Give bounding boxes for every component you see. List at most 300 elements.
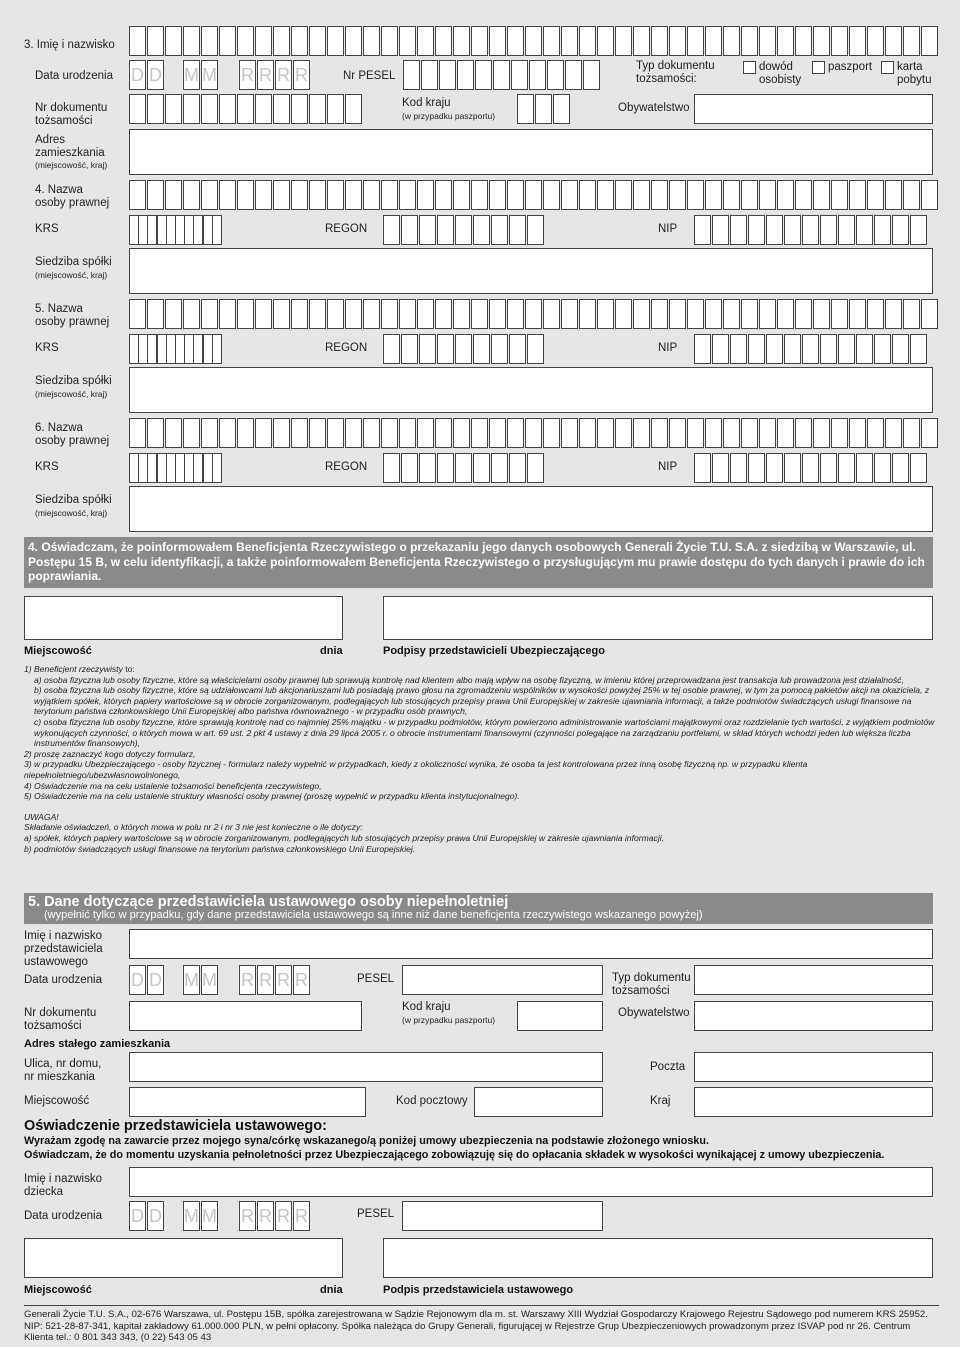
char-cell[interactable]	[694, 453, 711, 483]
char-cell[interactable]	[712, 334, 729, 364]
char-cell[interactable]	[212, 215, 222, 245]
char-cell[interactable]	[183, 180, 200, 210]
date-cell[interactable]: D	[129, 965, 146, 995]
char-cell[interactable]	[820, 453, 837, 483]
char-cell[interactable]	[712, 453, 729, 483]
char-cell[interactable]	[669, 180, 686, 210]
char-cell[interactable]	[291, 180, 308, 210]
char-cell[interactable]	[291, 418, 308, 448]
char-cell[interactable]	[910, 453, 927, 483]
char-cell[interactable]	[529, 60, 546, 90]
char-cell[interactable]	[363, 26, 380, 56]
char-cell[interactable]	[165, 418, 182, 448]
char-cell[interactable]	[401, 334, 418, 364]
char-cell[interactable]	[766, 453, 783, 483]
char-cell[interactable]	[903, 418, 920, 448]
char-cell[interactable]	[419, 453, 436, 483]
rep-place-date-field[interactable]	[24, 1238, 343, 1278]
char-cell[interactable]	[784, 215, 801, 245]
char-cell[interactable]	[309, 94, 326, 124]
rep-country-field[interactable]	[517, 1001, 603, 1031]
char-cell[interactable]	[543, 299, 560, 329]
char-cell[interactable]	[475, 60, 492, 90]
char-cell[interactable]	[813, 180, 830, 210]
char-cell[interactable]	[802, 334, 819, 364]
char-cell[interactable]	[759, 26, 776, 56]
char-cell[interactable]	[543, 418, 560, 448]
char-cell[interactable]	[183, 94, 200, 124]
char-cell[interactable]	[759, 180, 776, 210]
char-cell[interactable]	[561, 418, 578, 448]
date-cell[interactable]: R	[275, 965, 292, 995]
char-cell[interactable]	[921, 180, 938, 210]
char-cell[interactable]	[383, 215, 400, 245]
char-cell[interactable]	[147, 418, 164, 448]
char-cell[interactable]	[633, 26, 650, 56]
char-cell[interactable]	[309, 299, 326, 329]
char-cell[interactable]	[309, 26, 326, 56]
date-cell[interactable]: M	[183, 1201, 200, 1231]
char-cell[interactable]	[892, 334, 909, 364]
char-cell[interactable]	[327, 418, 344, 448]
char-cell[interactable]	[437, 453, 454, 483]
char-cell[interactable]	[129, 418, 146, 448]
char-cell[interactable]	[795, 180, 812, 210]
char-cell[interactable]	[723, 180, 740, 210]
char-cell[interactable]	[759, 299, 776, 329]
char-cell[interactable]	[273, 94, 290, 124]
char-cell[interactable]	[802, 215, 819, 245]
char-cell[interactable]	[856, 215, 873, 245]
date-cell[interactable]: M	[201, 1201, 218, 1231]
char-cell[interactable]	[489, 418, 506, 448]
char-cell[interactable]	[219, 26, 236, 56]
rep-zip-field[interactable]	[474, 1087, 603, 1117]
char-cell[interactable]	[183, 418, 200, 448]
char-cell[interactable]	[705, 418, 722, 448]
doc-residence-checkbox[interactable]	[881, 61, 894, 74]
char-cell[interactable]	[435, 180, 452, 210]
char-cell[interactable]	[525, 26, 542, 56]
char-cell[interactable]	[784, 453, 801, 483]
char-cell[interactable]	[255, 180, 272, 210]
char-cell[interactable]	[401, 453, 418, 483]
date-cell[interactable]: R	[293, 1201, 310, 1231]
char-cell[interactable]	[381, 180, 398, 210]
rep-doctype-field[interactable]	[694, 965, 933, 995]
char-cell[interactable]	[867, 418, 884, 448]
char-cell[interactable]	[748, 453, 765, 483]
char-cell[interactable]	[748, 215, 765, 245]
char-cell[interactable]	[165, 299, 182, 329]
char-cell[interactable]	[838, 453, 855, 483]
char-cell[interactable]	[597, 299, 614, 329]
char-cell[interactable]	[903, 180, 920, 210]
char-cell[interactable]	[455, 215, 472, 245]
char-cell[interactable]	[633, 418, 650, 448]
char-cell[interactable]	[471, 418, 488, 448]
char-cell[interactable]	[759, 418, 776, 448]
char-cell[interactable]	[849, 26, 866, 56]
char-cell[interactable]	[561, 26, 578, 56]
char-cell[interactable]	[291, 94, 308, 124]
char-cell[interactable]	[669, 418, 686, 448]
char-cell[interactable]	[543, 180, 560, 210]
seat-field[interactable]	[129, 367, 933, 413]
char-cell[interactable]	[867, 26, 884, 56]
char-cell[interactable]	[237, 26, 254, 56]
date-cell[interactable]: R	[239, 965, 256, 995]
char-cell[interactable]	[419, 334, 436, 364]
char-cell[interactable]	[651, 26, 668, 56]
char-cell[interactable]	[921, 418, 938, 448]
char-cell[interactable]	[439, 60, 456, 90]
char-cell[interactable]	[201, 299, 218, 329]
char-cell[interactable]	[820, 215, 837, 245]
char-cell[interactable]	[509, 215, 526, 245]
char-cell[interactable]	[212, 453, 222, 483]
char-cell[interactable]	[615, 299, 632, 329]
char-cell[interactable]	[255, 418, 272, 448]
char-cell[interactable]	[417, 26, 434, 56]
char-cell[interactable]	[874, 215, 891, 245]
date-cell[interactable]: R	[275, 60, 292, 90]
char-cell[interactable]	[129, 26, 146, 56]
char-cell[interactable]	[383, 453, 400, 483]
char-cell[interactable]	[856, 334, 873, 364]
char-cell[interactable]	[493, 60, 510, 90]
date-cell[interactable]: R	[275, 1201, 292, 1231]
char-cell[interactable]	[867, 180, 884, 210]
child-pesel-field[interactable]	[402, 1201, 603, 1231]
char-cell[interactable]	[561, 299, 578, 329]
rep-post-field[interactable]	[694, 1052, 933, 1082]
char-cell[interactable]	[183, 299, 200, 329]
char-cell[interactable]	[741, 299, 758, 329]
date-cell[interactable]: M	[201, 60, 218, 90]
char-cell[interactable]	[885, 180, 902, 210]
char-cell[interactable]	[849, 299, 866, 329]
char-cell[interactable]	[165, 26, 182, 56]
char-cell[interactable]	[435, 418, 452, 448]
char-cell[interactable]	[687, 418, 704, 448]
char-cell[interactable]	[383, 334, 400, 364]
char-cell[interactable]	[255, 299, 272, 329]
char-cell[interactable]	[921, 299, 938, 329]
char-cell[interactable]	[547, 60, 564, 90]
char-cell[interactable]	[455, 334, 472, 364]
char-cell[interactable]	[892, 453, 909, 483]
char-cell[interactable]	[273, 299, 290, 329]
date-cell[interactable]: D	[147, 1201, 164, 1231]
date-cell[interactable]: D	[129, 1201, 146, 1231]
char-cell[interactable]	[327, 299, 344, 329]
char-cell[interactable]	[399, 418, 416, 448]
char-cell[interactable]	[455, 453, 472, 483]
char-cell[interactable]	[399, 180, 416, 210]
char-cell[interactable]	[273, 180, 290, 210]
char-cell[interactable]	[527, 453, 544, 483]
place-date-field[interactable]	[24, 596, 343, 640]
char-cell[interactable]	[165, 94, 182, 124]
char-cell[interactable]	[489, 26, 506, 56]
char-cell[interactable]	[615, 26, 632, 56]
char-cell[interactable]	[795, 299, 812, 329]
char-cell[interactable]	[381, 26, 398, 56]
char-cell[interactable]	[219, 180, 236, 210]
char-cell[interactable]	[910, 215, 927, 245]
date-cell[interactable]: R	[257, 965, 274, 995]
char-cell[interactable]	[363, 299, 380, 329]
char-cell[interactable]	[903, 299, 920, 329]
char-cell[interactable]	[687, 180, 704, 210]
char-cell[interactable]	[694, 334, 711, 364]
seat-field[interactable]	[129, 248, 933, 294]
date-cell[interactable]: R	[257, 1201, 274, 1231]
char-cell[interactable]	[741, 26, 758, 56]
char-cell[interactable]	[892, 215, 909, 245]
char-cell[interactable]	[579, 180, 596, 210]
char-cell[interactable]	[856, 453, 873, 483]
char-cell[interactable]	[885, 418, 902, 448]
date-cell[interactable]: D	[147, 60, 164, 90]
char-cell[interactable]	[417, 418, 434, 448]
char-cell[interactable]	[345, 418, 362, 448]
char-cell[interactable]	[507, 418, 524, 448]
rep-name-field[interactable]	[129, 929, 933, 959]
char-cell[interactable]	[795, 418, 812, 448]
rep-city-field[interactable]	[129, 1087, 366, 1117]
char-cell[interactable]	[255, 94, 272, 124]
char-cell[interactable]	[147, 180, 164, 210]
address3-field[interactable]	[129, 129, 933, 175]
char-cell[interactable]	[813, 418, 830, 448]
char-cell[interactable]	[874, 453, 891, 483]
char-cell[interactable]	[421, 60, 438, 90]
char-cell[interactable]	[201, 180, 218, 210]
char-cell[interactable]	[147, 299, 164, 329]
date-cell[interactable]: D	[147, 965, 164, 995]
char-cell[interactable]	[212, 334, 222, 364]
char-cell[interactable]	[795, 26, 812, 56]
doc-passport-checkbox[interactable]	[812, 61, 825, 74]
char-cell[interactable]	[399, 299, 416, 329]
char-cell[interactable]	[491, 215, 508, 245]
char-cell[interactable]	[730, 334, 747, 364]
char-cell[interactable]	[417, 180, 434, 210]
date-cell[interactable]: M	[183, 60, 200, 90]
date-cell[interactable]: R	[239, 1201, 256, 1231]
char-cell[interactable]	[730, 215, 747, 245]
char-cell[interactable]	[813, 299, 830, 329]
char-cell[interactable]	[705, 299, 722, 329]
rep-country2-field[interactable]	[694, 1087, 933, 1117]
char-cell[interactable]	[399, 26, 416, 56]
char-cell[interactable]	[553, 94, 570, 124]
char-cell[interactable]	[345, 299, 362, 329]
char-cell[interactable]	[633, 299, 650, 329]
date-cell[interactable]: M	[183, 965, 200, 995]
char-cell[interactable]	[327, 180, 344, 210]
rep-citizenship-field[interactable]	[694, 1001, 933, 1031]
char-cell[interactable]	[651, 180, 668, 210]
char-cell[interactable]	[579, 299, 596, 329]
char-cell[interactable]	[437, 334, 454, 364]
char-cell[interactable]	[565, 60, 582, 90]
rep-docnr-field[interactable]	[129, 1001, 362, 1031]
char-cell[interactable]	[435, 26, 452, 56]
date-cell[interactable]: M	[201, 965, 218, 995]
char-cell[interactable]	[401, 215, 418, 245]
char-cell[interactable]	[820, 334, 837, 364]
char-cell[interactable]	[885, 299, 902, 329]
char-cell[interactable]	[489, 299, 506, 329]
rep-signature-field[interactable]	[383, 1238, 933, 1278]
char-cell[interactable]	[291, 26, 308, 56]
char-cell[interactable]	[694, 215, 711, 245]
char-cell[interactable]	[527, 334, 544, 364]
char-cell[interactable]	[437, 215, 454, 245]
char-cell[interactable]	[867, 299, 884, 329]
char-cell[interactable]	[183, 26, 200, 56]
char-cell[interactable]	[777, 26, 794, 56]
char-cell[interactable]	[651, 418, 668, 448]
char-cell[interactable]	[309, 180, 326, 210]
char-cell[interactable]	[507, 299, 524, 329]
char-cell[interactable]	[723, 26, 740, 56]
char-cell[interactable]	[201, 418, 218, 448]
char-cell[interactable]	[201, 94, 218, 124]
char-cell[interactable]	[741, 418, 758, 448]
char-cell[interactable]	[471, 299, 488, 329]
char-cell[interactable]	[237, 180, 254, 210]
date-cell[interactable]: R	[293, 60, 310, 90]
char-cell[interactable]	[473, 215, 490, 245]
char-cell[interactable]	[874, 334, 891, 364]
char-cell[interactable]	[921, 26, 938, 56]
char-cell[interactable]	[237, 418, 254, 448]
char-cell[interactable]	[453, 418, 470, 448]
char-cell[interactable]	[345, 180, 362, 210]
char-cell[interactable]	[509, 334, 526, 364]
date-cell[interactable]: R	[239, 60, 256, 90]
char-cell[interactable]	[291, 299, 308, 329]
char-cell[interactable]	[766, 334, 783, 364]
char-cell[interactable]	[435, 299, 452, 329]
char-cell[interactable]	[723, 418, 740, 448]
char-cell[interactable]	[219, 299, 236, 329]
char-cell[interactable]	[615, 418, 632, 448]
char-cell[interactable]	[579, 418, 596, 448]
char-cell[interactable]	[687, 299, 704, 329]
rep-street-field[interactable]	[129, 1052, 603, 1082]
char-cell[interactable]	[419, 215, 436, 245]
char-cell[interactable]	[766, 215, 783, 245]
char-cell[interactable]	[491, 453, 508, 483]
char-cell[interactable]	[831, 26, 848, 56]
char-cell[interactable]	[147, 26, 164, 56]
char-cell[interactable]	[525, 180, 542, 210]
char-cell[interactable]	[838, 334, 855, 364]
char-cell[interactable]	[597, 418, 614, 448]
char-cell[interactable]	[784, 334, 801, 364]
char-cell[interactable]	[381, 418, 398, 448]
char-cell[interactable]	[543, 26, 560, 56]
char-cell[interactable]	[831, 299, 848, 329]
char-cell[interactable]	[327, 94, 344, 124]
char-cell[interactable]	[237, 94, 254, 124]
char-cell[interactable]	[201, 26, 218, 56]
char-cell[interactable]	[597, 180, 614, 210]
char-cell[interactable]	[633, 180, 650, 210]
char-cell[interactable]	[517, 94, 534, 124]
char-cell[interactable]	[527, 215, 544, 245]
citizenship3-field[interactable]	[694, 94, 933, 124]
char-cell[interactable]	[507, 26, 524, 56]
char-cell[interactable]	[525, 418, 542, 448]
char-cell[interactable]	[583, 60, 600, 90]
child-name-field[interactable]	[129, 1167, 933, 1197]
char-cell[interactable]	[849, 180, 866, 210]
char-cell[interactable]	[381, 299, 398, 329]
char-cell[interactable]	[309, 418, 326, 448]
char-cell[interactable]	[129, 299, 146, 329]
rep-pesel-field[interactable]	[402, 965, 603, 995]
char-cell[interactable]	[363, 418, 380, 448]
date-cell[interactable]: D	[129, 60, 146, 90]
date-cell[interactable]: R	[293, 965, 310, 995]
char-cell[interactable]	[903, 26, 920, 56]
char-cell[interactable]	[687, 26, 704, 56]
char-cell[interactable]	[705, 180, 722, 210]
char-cell[interactable]	[813, 26, 830, 56]
char-cell[interactable]	[489, 180, 506, 210]
char-cell[interactable]	[831, 180, 848, 210]
char-cell[interactable]	[219, 418, 236, 448]
date-cell[interactable]: R	[257, 60, 274, 90]
char-cell[interactable]	[165, 180, 182, 210]
char-cell[interactable]	[741, 180, 758, 210]
char-cell[interactable]	[457, 60, 474, 90]
char-cell[interactable]	[615, 180, 632, 210]
char-cell[interactable]	[129, 180, 146, 210]
char-cell[interactable]	[535, 94, 552, 124]
char-cell[interactable]	[597, 26, 614, 56]
char-cell[interactable]	[669, 26, 686, 56]
char-cell[interactable]	[129, 94, 146, 124]
char-cell[interactable]	[147, 94, 164, 124]
char-cell[interactable]	[345, 26, 362, 56]
char-cell[interactable]	[273, 418, 290, 448]
char-cell[interactable]	[777, 299, 794, 329]
char-cell[interactable]	[237, 299, 254, 329]
char-cell[interactable]	[509, 453, 526, 483]
char-cell[interactable]	[748, 334, 765, 364]
char-cell[interactable]	[705, 26, 722, 56]
char-cell[interactable]	[712, 215, 729, 245]
char-cell[interactable]	[453, 299, 470, 329]
char-cell[interactable]	[273, 26, 290, 56]
char-cell[interactable]	[730, 453, 747, 483]
char-cell[interactable]	[453, 26, 470, 56]
seat-field[interactable]	[129, 486, 933, 532]
char-cell[interactable]	[363, 180, 380, 210]
char-cell[interactable]	[345, 94, 362, 124]
char-cell[interactable]	[849, 418, 866, 448]
char-cell[interactable]	[219, 94, 236, 124]
signature-field[interactable]	[383, 596, 933, 640]
char-cell[interactable]	[417, 299, 434, 329]
